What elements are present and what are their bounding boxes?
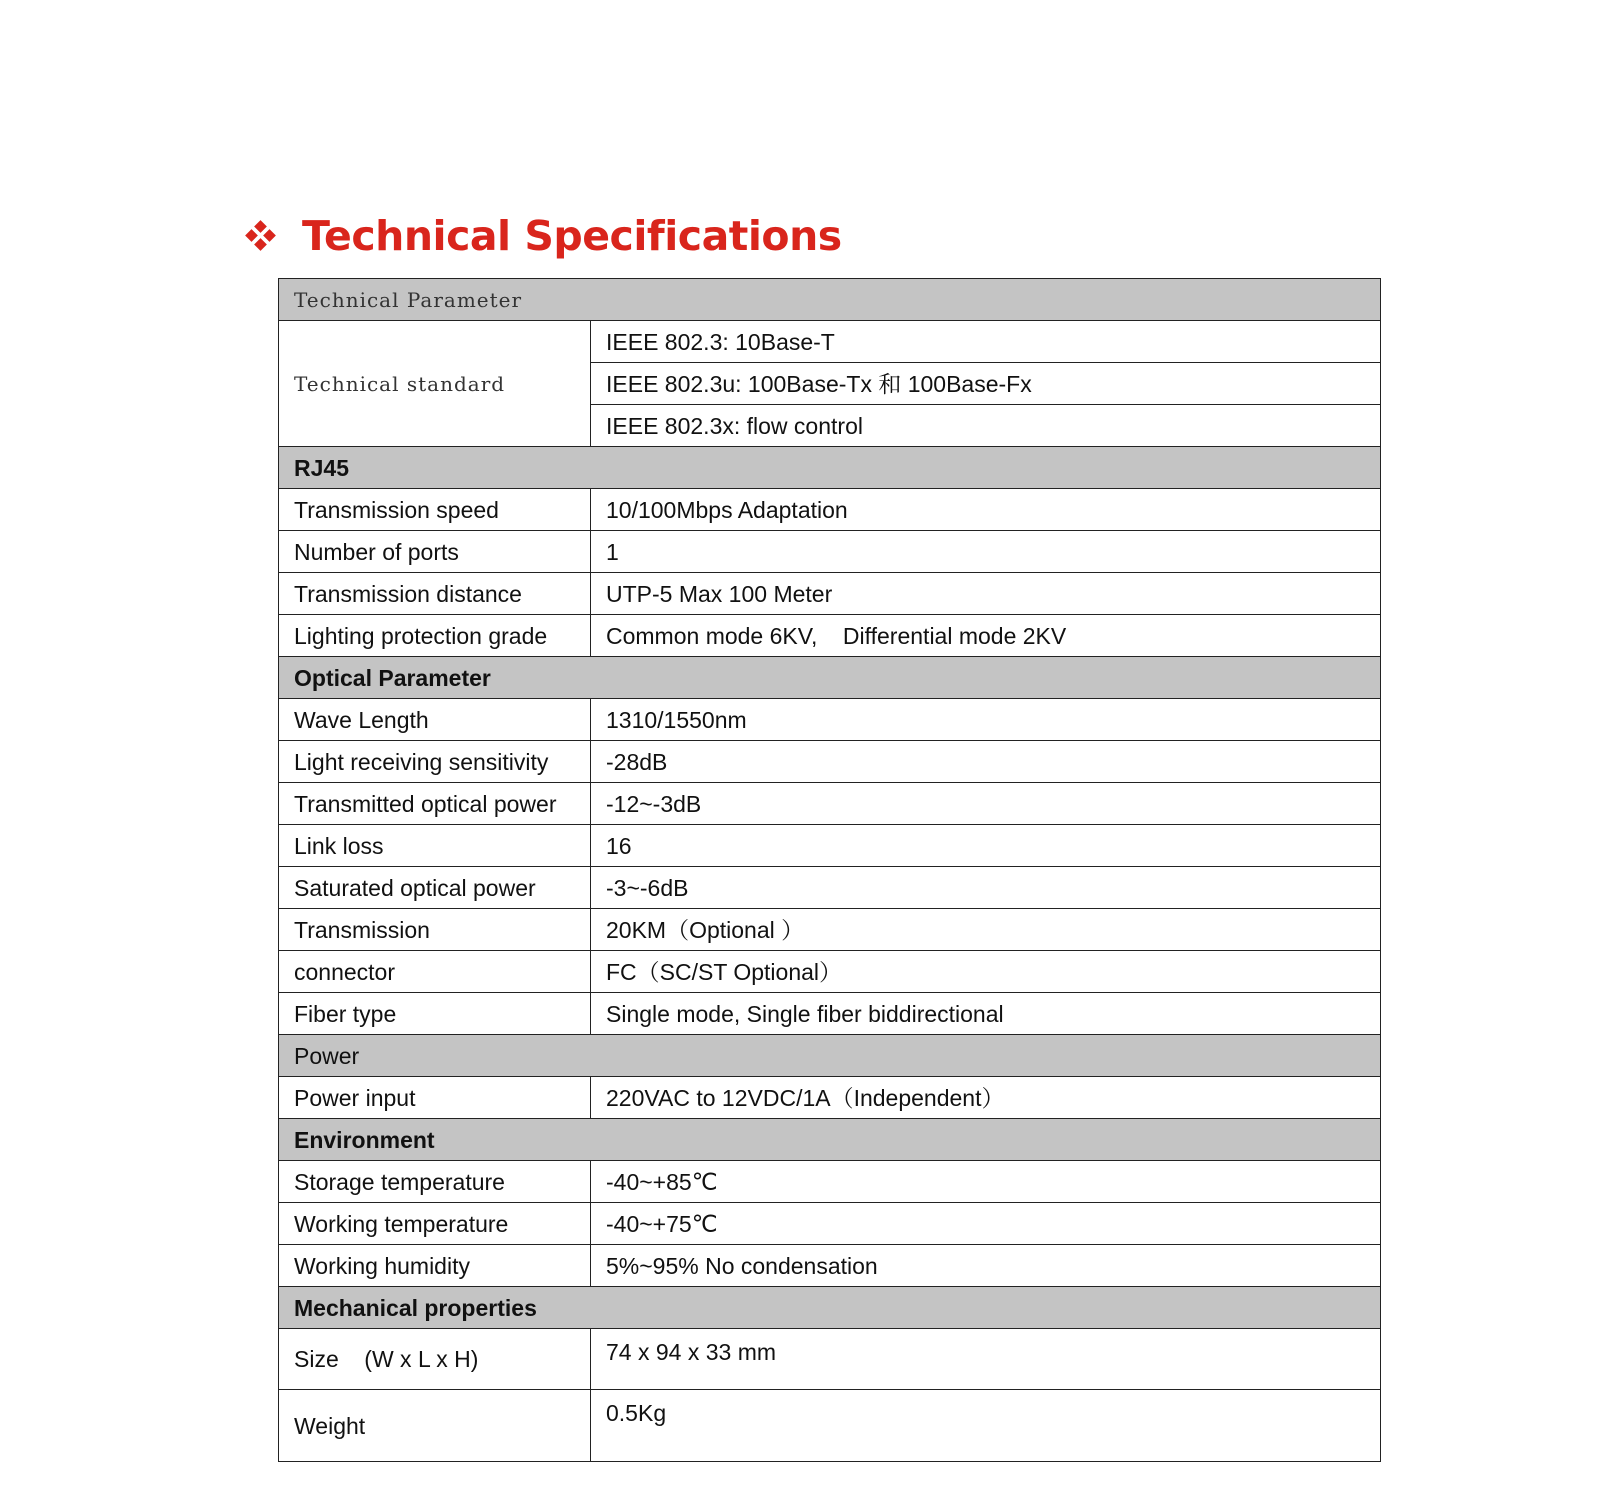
row-value: 5%~95% No condensation [591, 1245, 1381, 1287]
row-value: 20KM（Optional ） [591, 909, 1381, 951]
row-value: -3~-6dB [591, 867, 1381, 909]
section-row-environment [279, 1119, 1381, 1161]
row-label: Working humidity [279, 1245, 591, 1287]
table-row [279, 489, 1381, 531]
row-value: FC（SC/ST Optional） [591, 951, 1381, 993]
table-row [279, 951, 1381, 993]
row-value: Single mode, Single fiber biddirectional [591, 993, 1381, 1035]
row-label: Link loss [279, 825, 591, 867]
section-row-rj45 [279, 447, 1381, 489]
page-title: Technical Specifications [302, 212, 842, 260]
row-label: Transmission distance [279, 573, 591, 615]
row-label: Working temperature [279, 1203, 591, 1245]
row-label: Light receiving sensitivity [279, 741, 591, 783]
section-title: Optical Parameter [279, 657, 1381, 699]
row-value: -40~+85℃ [591, 1161, 1381, 1203]
row-label: Transmission [279, 909, 591, 951]
row-label: Storage temperature [279, 1161, 591, 1203]
row-label: Transmission speed [279, 489, 591, 531]
table-row [279, 909, 1381, 951]
row-value: UTP-5 Max 100 Meter [591, 573, 1381, 615]
row-label: Saturated optical power [279, 867, 591, 909]
section-row-technical-parameter [279, 279, 1381, 321]
section-row-power [279, 1035, 1381, 1077]
row-value: 1310/1550nm [591, 699, 1381, 741]
table-row [279, 1077, 1381, 1119]
row-value: 0.5Kg [591, 1390, 1381, 1462]
row-value: IEEE 802.3u: 100Base-Tx 和 100Base-Fx [591, 363, 1381, 405]
section-row-optical-parameter [279, 657, 1381, 699]
row-value: 10/100Mbps Adaptation [591, 489, 1381, 531]
section-row-mechanical-properties [279, 1287, 1381, 1329]
row-value: -28dB [591, 741, 1381, 783]
row-label: Size (W x L x H) [279, 1329, 591, 1390]
table-row [279, 531, 1381, 573]
section-title: Technical Parameter [279, 279, 1381, 321]
table-row [279, 699, 1381, 741]
specifications-table [278, 278, 1381, 1462]
section-title: Environment [279, 1119, 1381, 1161]
row-label: connector [279, 951, 591, 993]
row-value: 1 [591, 531, 1381, 573]
table-row [279, 825, 1381, 867]
row-value: -12~-3dB [591, 783, 1381, 825]
section-title: Mechanical properties [279, 1287, 1381, 1329]
row-value: 16 [591, 825, 1381, 867]
page-heading [246, 208, 842, 264]
section-title: RJ45 [279, 447, 1381, 489]
section-title: Power [279, 1035, 1381, 1077]
row-label: Technical standard [279, 321, 591, 447]
row-label: Power input [279, 1077, 591, 1119]
table-row [279, 993, 1381, 1035]
table-row [279, 1329, 1381, 1390]
table-row [279, 321, 1381, 363]
table-row [279, 1390, 1381, 1462]
table-row [279, 615, 1381, 657]
row-value: -40~+75℃ [591, 1203, 1381, 1245]
row-value: IEEE 802.3: 10Base-T [591, 321, 1381, 363]
row-value: Common mode 6KV, Differential mode 2KV [591, 615, 1381, 657]
table-row [279, 1203, 1381, 1245]
table-row [279, 741, 1381, 783]
row-value: 220VAC to 12VDC/1A（Independent） [591, 1077, 1381, 1119]
row-label: Number of ports [279, 531, 591, 573]
table-row [279, 1245, 1381, 1287]
table-row [279, 1161, 1381, 1203]
table-row [279, 783, 1381, 825]
four-diamond-bullet-icon [246, 221, 276, 251]
row-label: Weight [279, 1390, 591, 1462]
row-label: Lighting protection grade [279, 615, 591, 657]
table-row [279, 867, 1381, 909]
table-row [279, 573, 1381, 615]
row-label: Wave Length [279, 699, 591, 741]
row-label: Transmitted optical power [279, 783, 591, 825]
row-value: IEEE 802.3x: flow control [591, 405, 1381, 447]
row-label: Fiber type [279, 993, 591, 1035]
row-value: 74 x 94 x 33 mm [591, 1329, 1381, 1390]
